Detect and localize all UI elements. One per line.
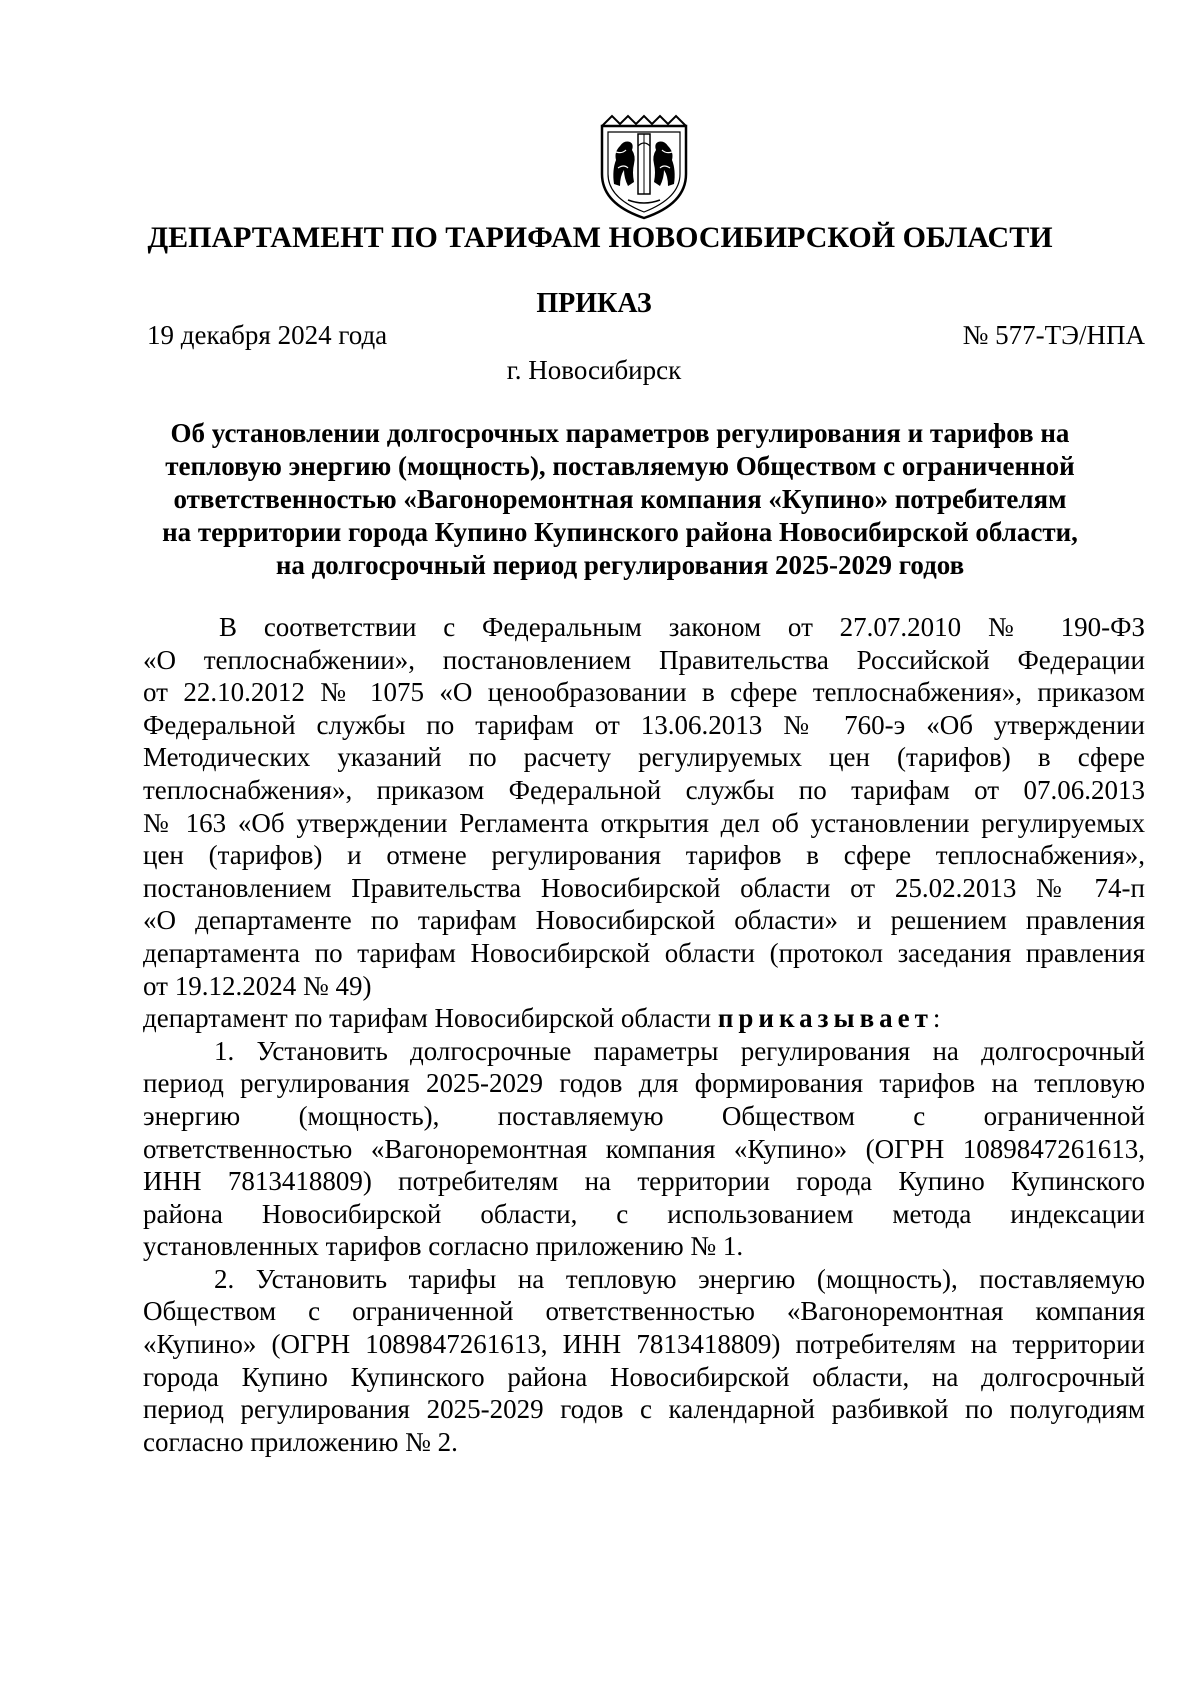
item-line: ИНН 7813418809) потребителям на территории города Купино Купинского (143, 1166, 1145, 1197)
decree-verb: приказывает (717, 1003, 933, 1034)
subject-line: на долгосрочный период регулирования 2025-2029 годов (275, 550, 965, 580)
item-line: города Купино Купинского района Новосибирской области, на долгосрочный (143, 1361, 1145, 1392)
item-line: 1. Установить долгосрочные параметры регулирования на долгосрочный (214, 1035, 1145, 1066)
decree-lead: департамент по тарифам Новосибирской области (143, 1003, 712, 1034)
preamble-line: «О теплоснабжении», постановлением Правительства Российской Федерации (143, 644, 1145, 675)
item-line: согласно приложению № 2. (143, 1426, 458, 1457)
subject-line: тепловую энергию (мощность), поставляемую Обществом с ограниченной (165, 451, 1075, 481)
preamble-line: № 163 «Об утверждении Регламента открытия дел об установлении регулируемых (143, 807, 1145, 838)
preamble-line: от 22.10.2012 № 1075 «О ценообразовании в сфере теплоснабжения», приказом (143, 677, 1145, 708)
preamble-line: В соответствии с Федеральным законом от 27.07.2010 № 190-ФЗ (219, 612, 1145, 642)
document-date: 19 декабря 2024 года (147, 320, 388, 350)
document-number: № 577-ТЭ/НПА (962, 320, 1145, 350)
preamble-paragraph (143, 611, 1145, 1002)
item-line: ответственностью «Вагоноремонтная компания «Купино» (ОГРН 1089847261613, (143, 1133, 1145, 1164)
preamble-line: Методических указаний по расчету регулируемых цен (тарифов) в сфере (143, 742, 1145, 773)
document-type: ПРИКАЗ (536, 288, 652, 319)
preamble-line: «О департаменте по тарифам Новосибирской области» и решением правления (143, 905, 1145, 936)
department-title: ДЕПАРТАМЕНТ ПО ТАРИФАМ НОВОСИБИРСКОЙ ОБЛАСТИ (147, 221, 1053, 254)
subject-line: Об установлении долгосрочных параметров регулирования и тарифов на (170, 418, 1070, 448)
preamble-line: департамента по тарифам Новосибирской области (протокол заседания правления (143, 937, 1145, 968)
document-body (143, 611, 1145, 1458)
coat-of-arms-icon (598, 112, 690, 222)
item-paragraph-1 (143, 1035, 1145, 1263)
item-line: Обществом с ограниченной ответственностью «Вагоноремонтная компания (143, 1296, 1145, 1327)
item-line: района Новосибирской области, с использованием метода индексации (143, 1198, 1145, 1229)
preamble-line: Федеральной службы по тарифам от 13.06.2013 № 760-э «Об утверждении (143, 709, 1145, 740)
decree-colon: : (932, 1003, 941, 1034)
item-line: 2. Установить тарифы на тепловую энергию (мощность), поставляемую (214, 1263, 1145, 1294)
preamble-line: постановлением Правительства Новосибирской области от 25.02.2013 № 74-п (143, 872, 1145, 903)
subject-line: на территории города Купино Купинского района Новосибирской области, (162, 517, 1078, 547)
preamble-line: цен (тарифов) и отмене регулирования тарифов в сфере теплоснабжения», (143, 840, 1145, 871)
document-subject (150, 417, 1090, 582)
decree-line (143, 1002, 1145, 1035)
item-line: «Купино» (ОГРН 1089847261613, ИНН 7813418809) потребителям на территории (143, 1329, 1145, 1360)
document-city: г. Новосибирск (506, 355, 682, 385)
item-line: период регулирования 2025-2029 годов с календарной разбивкой по полугодиям (143, 1394, 1145, 1425)
item-paragraph-2 (143, 1263, 1145, 1459)
item-line: установленных тарифов согласно приложению № 1. (143, 1231, 744, 1262)
item-line: период регулирования 2025-2029 годов для формирования тарифов на тепловую (143, 1068, 1145, 1099)
item-line: энергию (мощность), поставляемую Обществом с ограниченной (143, 1100, 1145, 1131)
preamble-line: теплоснабжения», приказом Федеральной службы по тарифам от 07.06.2013 (143, 774, 1145, 805)
preamble-line: от 19.12.2024 № 49) (143, 970, 372, 1001)
subject-line: ответственностью «Вагоноремонтная компания «Купино» потребителям (173, 484, 1067, 514)
